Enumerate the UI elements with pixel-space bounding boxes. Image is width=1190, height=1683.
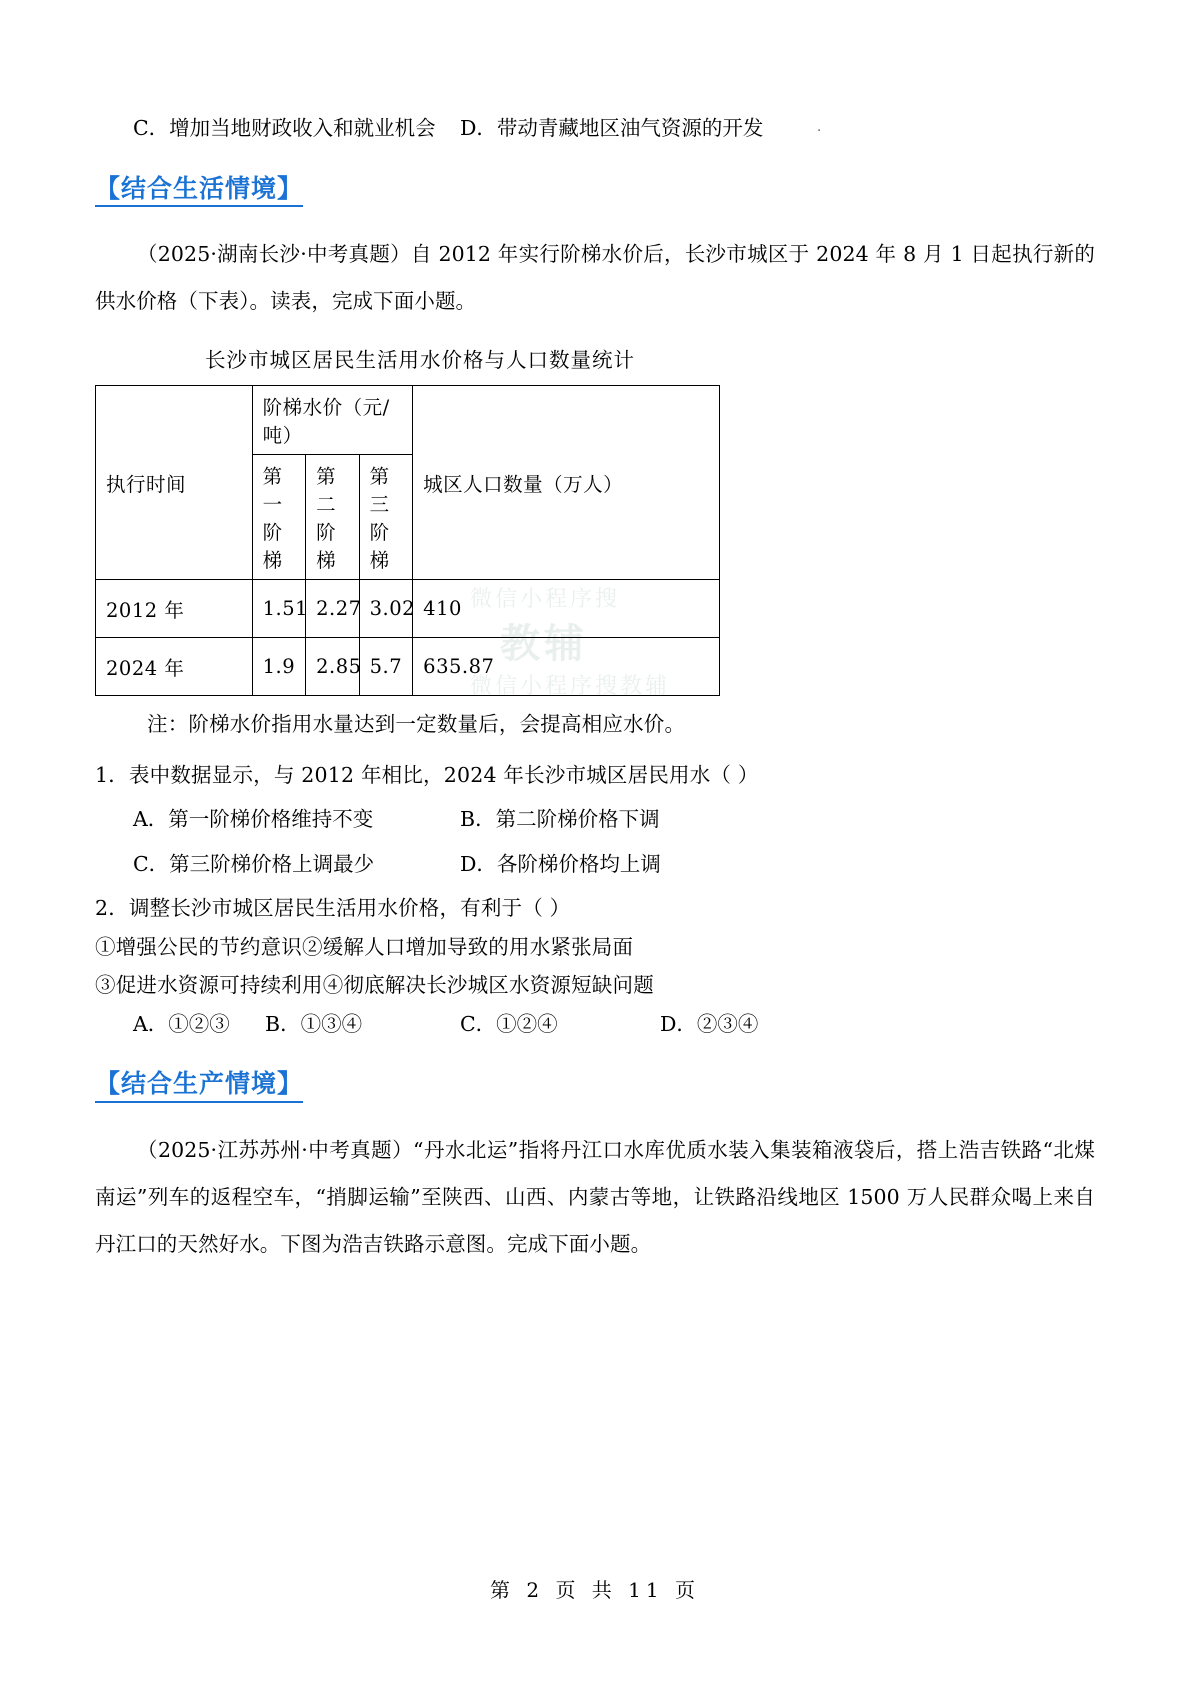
table-cell-tier1-2024: 1.9	[252, 638, 306, 696]
question-2-items-line-2: ③促进水资源可持续利用④彻底解决长沙城区水资源短缺问题	[95, 973, 654, 998]
question-2-option-d: D．②③④	[660, 1011, 759, 1036]
question-1-option-a: A．第一阶梯价格维持不变	[133, 807, 374, 832]
table-row	[96, 638, 720, 696]
table-cell-time-2024: 2024 年	[96, 638, 253, 696]
page-footer: 第 2 页 共 11 页	[490, 1578, 700, 1602]
table-cell-tier1-2012: 1.51	[252, 580, 306, 638]
page-content	[95, 118, 1095, 1268]
question-2-stem: 2．调整长沙市城区居民生活用水价格，有利于（ ）	[95, 896, 571, 921]
carryover-option-c: C．增加当地财政收入和就业机会	[133, 116, 436, 140]
table-header-row-1	[96, 386, 720, 455]
table-subheader-tier2: 第二阶梯	[306, 455, 360, 580]
table-header-group: 阶梯水价（元/吨）	[252, 386, 413, 455]
table-note: 注：阶梯水价指用水量达到一定数量后，会提高相应水价。	[147, 712, 686, 737]
table-cell-tier2-2012: 2.27	[306, 580, 360, 638]
section-heading-life: 【结合生活情境】	[95, 175, 303, 208]
carryover-option-d: D．带动青藏地区油气资源的开发	[460, 116, 764, 140]
section-heading-production-wrapper	[95, 1070, 1095, 1103]
page-dot-mark: .	[817, 120, 822, 135]
section-heading-life-wrapper	[95, 175, 1095, 208]
watermark-line-1: 微信小程序搜	[470, 587, 621, 612]
question-2-option-c: C．①②④	[460, 1011, 558, 1036]
watermark-line-3: 微信小程序搜教辅	[470, 673, 671, 699]
section-production-stem: （2025·江苏苏州·中考真题）“丹水北运”指将丹江口水库优质水装入集装箱液袋后，搭上浩吉铁路“北煤南运”列车的返程空车，“捎脚运输”至陕西、山西、内蒙古等地，让铁路沿线地区 1500 万人民群众喝上来自丹江口的天然好水。下图为浩吉铁路示意图。完成下面小题。	[95, 1138, 1095, 1256]
question-2-option-a: A．①②③	[133, 1011, 230, 1036]
question-1-options-row-2	[95, 851, 1095, 876]
question-2-items-line-1: ①增强公民的节约意识②缓解人口增加导致的用水紧张局面	[95, 934, 634, 959]
water-price-table	[95, 385, 720, 696]
table-cell-tier3-2024: 5.7	[359, 638, 413, 696]
table-header-population: 城区人口数量（万人）	[413, 386, 720, 580]
table-cell-time-2012: 2012 年	[96, 580, 253, 638]
table-subheader-tier3: 第三阶梯	[359, 455, 413, 580]
table-header-time: 执行时间	[96, 386, 253, 580]
table-cell-tier3-2012: 3.02	[359, 580, 413, 638]
table-cell-tier2-2024: 2.85	[306, 638, 360, 696]
question-1-options-row-1	[95, 809, 1095, 830]
table-cell-population-2024: 635.87	[413, 638, 720, 696]
section-life-stem: （2025·湖南长沙·中考真题）自 2012 年实行阶梯水价后，长沙市城区于 2024 年 8 月 1 日起执行新的供水价格（下表）。读表，完成下面小题。	[95, 242, 1095, 314]
question-1-stem: 1．表中数据显示，与 2012 年相比，2024 年长沙市城区居民用水（ ）	[95, 762, 759, 787]
carryover-options-row	[95, 118, 1095, 139]
question-1-option-c: C．第三阶梯价格上调最少	[133, 851, 375, 876]
table-subheader-tier1: 第一阶梯	[252, 455, 306, 580]
watermark-line-2: 教辅	[500, 620, 588, 667]
question-1-option-d: D．各阶梯价格均上调	[460, 851, 661, 876]
question-2-option-b: B．①③④	[265, 1011, 363, 1036]
table-cell-population-2012: 410	[413, 580, 720, 638]
question-1-option-b: B．第二阶梯价格下调	[460, 807, 660, 832]
table-row	[96, 580, 720, 638]
section-heading-production: 【结合生产情境】	[95, 1070, 303, 1103]
question-2-options-row	[95, 1011, 1095, 1036]
table-title: 长沙市城区居民生活用水价格与人口数量统计	[205, 348, 635, 373]
